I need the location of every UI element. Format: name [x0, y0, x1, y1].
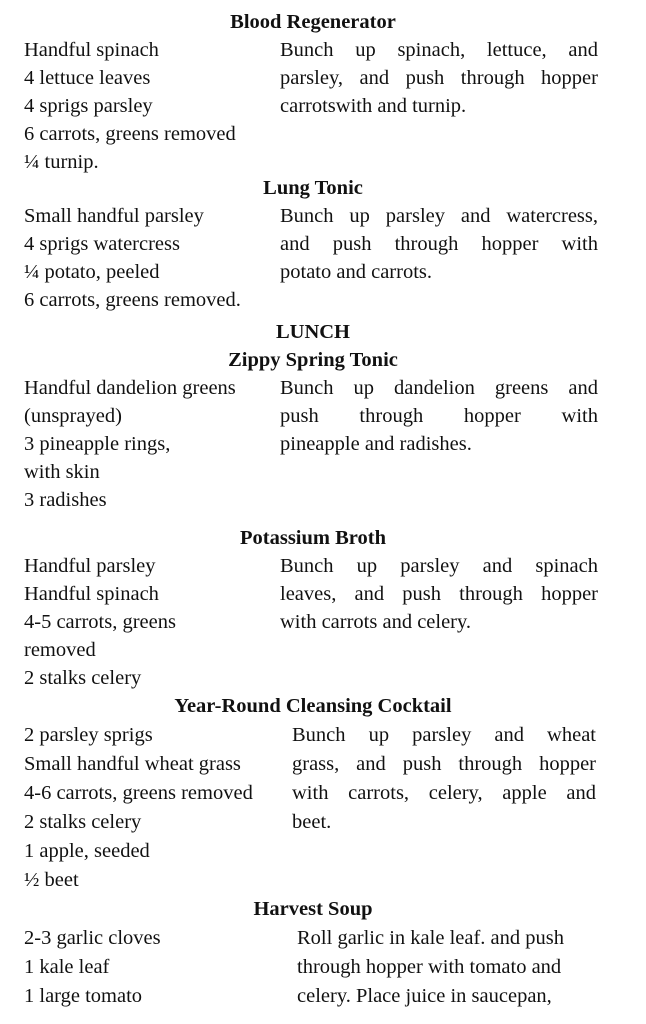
ingredient-line: Handful spinach [24, 39, 159, 61]
ingredient-line: 4 lettuce leaves [24, 67, 151, 89]
direction-line: Bunch up parsley and watercress, [280, 205, 598, 227]
ingredient-line: ¼ turnip. [24, 151, 99, 173]
ingredient-line: 1 kale leaf [24, 956, 110, 978]
recipe-title: Harvest Soup [253, 898, 373, 920]
direction-line: parsley, and push through hopper [280, 67, 598, 89]
direction-line: beet. [292, 811, 332, 833]
direction-line: Bunch up spinach, lettuce, and [280, 39, 598, 61]
direction-line: Bunch up dandelion greens and [280, 377, 598, 399]
direction-line: Bunch up parsley and wheat [292, 724, 596, 746]
ingredient-line: 2-3 garlic cloves [24, 927, 161, 949]
ingredient-line: (unsprayed) [24, 405, 122, 427]
direction-line: with carrots, celery, apple and [292, 782, 596, 804]
direction-line: Bunch up parsley and spinach [280, 555, 598, 577]
ingredient-line: Handful spinach [24, 583, 159, 605]
ingredient-line: 3 pineapple rings, [24, 433, 171, 455]
direction-line: Roll garlic in kale leaf. and push [297, 927, 564, 949]
direction-line: and push through hopper with [280, 233, 598, 255]
ingredient-line: 4 sprigs parsley [24, 95, 153, 117]
direction-line: potato and carrots. [280, 261, 432, 283]
direction-line: push through hopper with [280, 405, 598, 427]
recipe-title: Lung Tonic [263, 177, 363, 199]
ingredient-line: 4-5 carrots, greens [24, 611, 176, 633]
ingredient-line: 4 sprigs watercress [24, 233, 180, 255]
recipe-title: Blood Regenerator [230, 11, 396, 33]
ingredient-line: 3 radishes [24, 489, 107, 511]
ingredient-line: Small handful parsley [24, 205, 204, 227]
ingredient-line: ¼ potato, peeled [24, 261, 160, 283]
ingredient-line: 1 apple, seeded [24, 840, 150, 862]
ingredient-line: 6 carrots, greens removed [24, 123, 236, 145]
ingredient-line: 2 parsley sprigs [24, 724, 153, 746]
direction-line: through hopper with tomato and [297, 956, 562, 978]
recipe-title: Year-Round Cleansing Cocktail [174, 695, 452, 717]
ingredient-line: removed [24, 639, 96, 661]
recipe-title: Zippy Spring Tonic [228, 349, 398, 371]
ingredient-line: with skin [24, 461, 100, 483]
ingredient-line: 1 large tomato [24, 985, 143, 1007]
direction-line: with carrots and celery. [280, 611, 472, 633]
ingredient-line: 2 stalks celery [24, 811, 142, 833]
ingredient-line: 2 stalks celery [24, 667, 142, 689]
ingredient-line: Handful parsley [24, 555, 156, 577]
ingredient-line: 6 carrots, greens removed. [24, 289, 241, 311]
ingredient-line: 4-6 carrots, greens removed [24, 782, 253, 804]
direction-line: celery. Place juice in saucepan, [297, 985, 552, 1007]
ingredient-line: Handful dandelion greens [24, 377, 236, 399]
direction-line: pineapple and radishes. [280, 433, 472, 455]
direction-line: grass, and push through hopper [292, 753, 596, 775]
section-heading: LUNCH [275, 321, 351, 343]
direction-line: carrotswith and turnip. [280, 95, 467, 117]
recipe-title: Potassium Broth [240, 527, 386, 549]
direction-line: leaves, and push through hopper [280, 583, 598, 605]
ingredient-line: ½ beet [24, 869, 79, 891]
ingredient-line: Small handful wheat grass [24, 753, 241, 775]
